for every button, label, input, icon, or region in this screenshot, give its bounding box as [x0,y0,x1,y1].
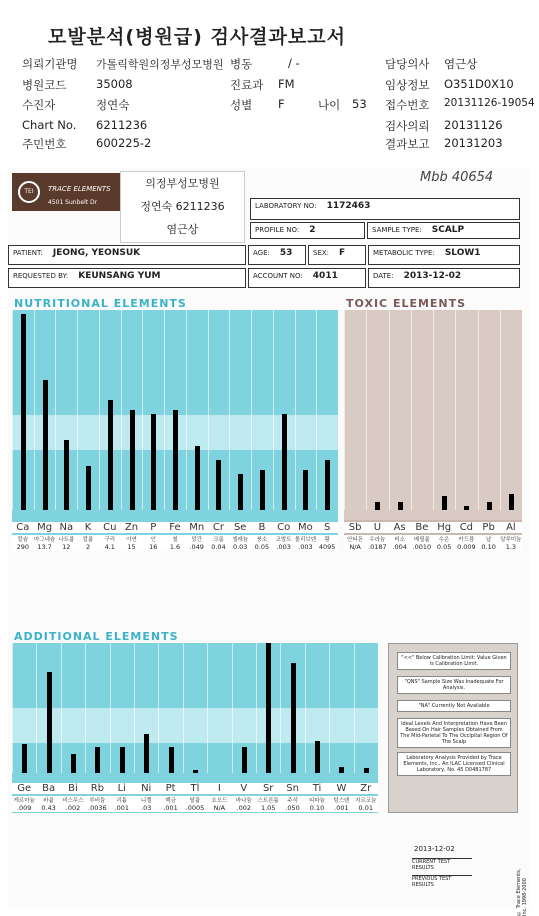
bar-S [325,460,330,510]
note-lab: Laboratory Analysis Provided by Trace Elements, Inc., An ILAC Licensed Clinical Laboratory, No. 45 D0481787 [397,752,511,776]
column-divider [158,643,159,773]
bar-Ca [21,314,26,510]
element-label: As [389,522,411,533]
element-value: .0010 [412,543,432,551]
age-label: 나이 [318,98,341,112]
department-label: 진료과 [230,78,264,92]
element-value: 13.7 [34,543,56,551]
bar-As [398,502,403,510]
element-value: .001 [158,804,182,812]
column-divider [142,310,143,510]
element-value: 1.3 [500,543,522,551]
nutritional-title: NUTRITIONAL ELEMENTS [14,297,187,310]
bar-Tl [193,770,198,773]
element-korean-label: 스트론튬 [257,798,279,804]
element-korean-label: 구리 [99,535,121,543]
element-label: Rb [85,783,109,794]
element-korean-label: 칼륨 [77,535,99,543]
element-korean-label: 요오드 [207,796,231,804]
element-korean-label: 크롬 [208,535,230,543]
bar-Zr [364,768,369,773]
element-label: Mo [295,522,317,533]
bar-Ge [22,744,27,773]
element-korean-label: 텅스텐 [329,796,353,804]
element-label: Bi [61,783,85,794]
column-divider [455,310,456,510]
element-value: .002 [61,804,85,812]
sample-type-label: SAMPLE TYPE: [372,226,422,234]
date-label: DATE: [373,272,394,280]
element-label: Pb [478,522,500,533]
column-divider [85,643,86,773]
element-label: Sr [256,783,280,794]
logo-circle: TEI [18,181,40,203]
element-korean-label: 비스무스 [62,798,84,804]
element-label: Ca [12,522,34,533]
copyright: © Trace Elements, Inc. 1998-2000 [516,868,528,916]
element-label: Ni [134,783,158,794]
chart-no-label: Chart No. [22,118,77,132]
bar-Li [120,747,125,773]
element-korean-label: 탈륨 [183,796,207,804]
sex-box [308,245,366,265]
column-divider [433,310,434,510]
hospital-label [120,171,245,243]
toxic-title: TOXIC ELEMENTS [346,297,467,310]
element-label: Li [110,783,134,794]
bar-V [242,747,247,773]
column-divider [329,643,330,773]
element-korean-label: 황 [316,535,338,543]
column-divider [61,643,62,773]
element-korean-label: 비소 [389,535,411,543]
note-qns: "QNS" Sample Size Was Inadequate For Analysis. [397,676,511,694]
column-divider [183,643,184,773]
element-label: Al [500,522,522,533]
lab-no-label: LABORATORY NO: [255,202,317,210]
element-label: U [366,522,388,533]
element-korean-label: 마그네슘 [33,537,56,543]
account-box [248,268,366,288]
bar-Ni [144,734,149,773]
note-ideal: Ideal Levels And Interpretation Have Been Based On Hair Samples Obtained From The Mid-Parietal To The Occipital Region Of The Scalp [397,718,511,748]
report-sex-value: F [339,248,346,258]
element-korean-label: 우라늄 [366,535,388,543]
element-korean-label: 베릴륨 [411,535,433,543]
element-label: Ti [305,783,329,794]
element-korean-label: 붕소 [251,535,273,543]
column-divider [12,643,13,773]
report-age-value: 53 [279,248,293,258]
note-na: "NA" Currently Not Available [397,700,511,712]
element-value: 0.03 [229,543,251,551]
bar-W [339,767,344,774]
column-divider [207,643,208,773]
department-value: FM [278,77,295,91]
column-divider [251,310,252,510]
age-value: 53 [352,97,367,111]
element-korean-label: 백금 [158,796,182,804]
bar-Pb [487,502,492,510]
metabolic-label: METABOLIC TYPE: [373,249,435,257]
element-label: S [316,522,338,533]
column-divider [36,643,37,773]
bar-Se [238,474,243,510]
bar-Co [282,414,287,510]
lab-no-value: 1172463 [326,201,371,211]
element-value: 0.04 [208,543,230,551]
element-value: .001 [329,804,353,812]
column-divider [316,310,317,510]
profile-value: 2 [309,225,316,235]
requested-by-value: KEUNSANG YUM [78,271,161,281]
element-label: Tl [183,783,207,794]
element-value: N/A [207,804,231,812]
hospital-code-value: 35008 [96,77,133,91]
column-divider [164,310,165,510]
column-divider [77,310,78,510]
institution-value: 가톨릭학원의정부성모병원 [96,58,224,71]
report-date-label: 결과보고 [385,137,430,151]
element-label: Ge [12,783,36,794]
sex-label: 성별 [230,98,253,112]
element-value: 12 [55,543,77,551]
logo-name: TRACE ELEMENTS [48,185,111,193]
bar-Cr [216,460,221,510]
additional-chart [12,643,378,813]
element-korean-label: 루비듐 [85,796,109,804]
receipt-no-label: 접수번호 [385,98,430,112]
report-sex-label: SEX: [313,249,330,257]
element-value: 15 [121,543,143,551]
column-divider [55,310,56,510]
clinical-info-label: 임상정보 [385,78,430,92]
request-date-label: 검사의뢰 [385,119,430,133]
ward-value: / - [288,56,300,70]
element-value: .050 [280,804,304,812]
column-divider [121,310,122,510]
reference-band [12,708,378,743]
element-value: .001 [110,804,134,812]
report-title: 모발분석(병원급) 검사결과보고서 [48,26,346,48]
element-value: N/A [344,543,366,551]
hospital-label-line3: 염근상 [166,223,199,236]
current-results-label: CURRENT TEST RESULTS [412,858,472,871]
toxic-chart [344,310,522,550]
element-value: 1.05 [256,804,280,812]
element-label: Cd [455,522,477,533]
column-divider [344,310,345,510]
element-korean-label: 니켈 [134,796,158,804]
element-label: Be [411,522,433,533]
column-divider [208,310,209,510]
bar-Cd [464,506,469,510]
element-korean-label: 게르마늄 [13,798,35,804]
bar-Rb [95,747,100,773]
doctor-value: 염근상 [444,57,478,71]
nutritional-chart [12,310,338,550]
bar-Mn [195,446,200,510]
element-value: 0.05 [251,543,273,551]
element-korean-label: 티타늄 [305,796,329,804]
element-label: I [207,783,231,794]
hospital-label-line2: 정연숙 6211236 [140,200,225,213]
report-patient-value: JEONG, YEONSUK [52,248,141,258]
age-box [248,245,306,265]
bar-U [375,502,380,510]
element-value: .009 [12,804,36,812]
element-korean-label: 철 [164,535,186,543]
element-label: Mn [186,522,208,533]
metabolic-box [368,245,520,265]
receipt-no-value: 20131126-19054 [444,97,535,109]
element-value: 0.01 [354,804,378,812]
patient-label: 수진자 [22,98,56,112]
element-value: 4.1 [99,543,121,551]
account-value: 4011 [312,271,338,281]
patient-box [8,245,246,265]
element-value: .002 [232,804,256,812]
column-divider [295,310,296,510]
element-korean-label: 납 [478,535,500,543]
bar-Mo [303,470,308,510]
element-label: Na [55,522,77,533]
element-value: .004 [389,543,411,551]
report-age-label: AGE: [253,249,270,257]
institution-label: 의뢰기관명 [22,57,78,71]
column-divider [232,643,233,773]
clinical-info-value: O351D0X10 [444,77,514,91]
hospital-label-line1: 의정부성모병원 [145,177,220,190]
lab-logo [12,173,127,211]
bar-Cu [108,400,113,510]
element-korean-label: 카드뮴 [455,535,477,543]
element-value: .003 [295,543,317,551]
element-korean-label: 바륨 [36,796,60,804]
chart-no-value: 6211236 [96,118,148,132]
element-label: Zn [121,522,143,533]
bar-Ba [47,672,52,773]
element-value: 0.43 [36,804,60,812]
column-divider [354,643,355,773]
lab-no-box [250,198,520,220]
requested-by-box [8,268,246,288]
element-label: Zr [354,783,378,794]
column-divider [12,310,13,510]
ward-label: 병동 [230,57,253,71]
bar-Sn [291,663,296,774]
element-value: 0.05 [433,543,455,551]
resident-no-label: 주민번호 [22,137,67,151]
additional-title: ADDITIONAL ELEMENTS [14,630,179,643]
bar-Mg [43,380,48,510]
report-date-value: 20131203 [444,136,503,150]
bar-Sr [266,643,271,773]
element-label: B [251,522,273,533]
element-value: 16 [142,543,164,551]
request-date-value: 20131126 [444,118,503,132]
bar-Hg [442,496,447,510]
element-korean-label: 칼슘 [12,535,34,543]
date-value: 2013-12-02 [403,271,462,281]
element-label: Sb [344,522,366,533]
element-korean-label: 안티몬 [344,535,366,543]
column-divider [389,310,390,510]
element-label: Pt [158,783,182,794]
column-divider [256,643,257,773]
element-korean-label: 주석 [280,796,304,804]
column-divider [99,310,100,510]
element-korean-label: 나트륨 [55,535,77,543]
column-divider [280,643,281,773]
column-divider [305,643,306,773]
sample-type-box [367,222,520,239]
logo-address: 4501 Sunbelt Dr [48,199,98,206]
element-value: .0036 [85,804,109,812]
patient-value: 정연숙 [96,98,130,112]
profile-box [250,222,365,239]
element-label: Cu [99,522,121,533]
element-label: V [232,783,256,794]
element-value: 0.10 [478,543,500,551]
element-korean-label: 셀레늄 [229,535,251,543]
element-label: Mg [34,522,56,533]
sample-type-value: SCALP [431,225,465,235]
footer-date: 2013-12-02 [414,845,455,853]
column-divider [500,310,501,510]
hospital-code-label: 병원코드 [22,78,67,92]
sex-value: F [278,97,285,111]
element-korean-label: 몰리브덴 [294,537,317,543]
element-value: 290 [12,543,34,551]
resident-no-value: 600225-2 [96,136,152,150]
element-value: 0.009 [457,543,476,551]
element-value: .0005 [183,804,207,812]
element-korean-label: 망간 [186,535,208,543]
bar-Ti [315,741,320,774]
column-divider [478,310,479,510]
bar-Pt [169,747,174,773]
element-value: .049 [186,543,208,551]
element-korean-label: 알루미늄 [500,537,522,543]
doctor-label: 담당의사 [385,57,430,71]
element-korean-label: 인 [142,535,164,543]
element-label: Hg [433,522,455,533]
bar-Bi [71,754,76,774]
element-korean-label: 지르코늄 [355,798,377,804]
element-label: Ba [36,783,60,794]
bar-Zn [130,410,135,510]
element-label: Sn [280,783,304,794]
column-divider [273,310,274,510]
bar-K [86,466,91,510]
note-calibration: "<<" Below Calibration Limit: Value Given Is Calibration Limit. [397,652,511,670]
profile-label: PROFILE NO: [255,226,300,234]
element-value: .03 [134,804,158,812]
element-korean-label: 코발트 [273,535,295,543]
column-divider [186,310,187,510]
element-label: Co [273,522,295,533]
bar-P [151,414,156,510]
element-value: .0187 [368,543,387,551]
column-divider [229,310,230,510]
element-label: W [329,783,353,794]
element-korean-label: 수은 [433,535,455,543]
column-divider [366,310,367,510]
element-label: Se [229,522,251,533]
element-label: K [77,522,99,533]
account-label: ACCOUNT NO: [253,272,303,280]
column-divider [34,310,35,510]
element-korean-label: 아연 [121,535,143,543]
bar-B [260,470,265,510]
date-box [368,268,520,288]
element-value: 4095 [316,543,338,551]
element-korean-label: 리튬 [110,796,134,804]
column-divider [134,643,135,773]
element-korean-label: 바나듐 [232,796,256,804]
bar-Na [64,440,69,510]
element-value: 1.6 [164,543,186,551]
column-divider [411,310,412,510]
bar-Fe [173,410,178,510]
previous-results-label: PREVIOUS TEST RESULTS [412,875,472,888]
handwritten-signature: Mbb 40654 [420,170,494,185]
metabolic-value: SLOW1 [444,248,481,258]
element-label: Fe [164,522,186,533]
element-value: 0.10 [305,804,329,812]
column-divider [110,643,111,773]
element-value: .003 [273,543,295,551]
bar-Al [509,494,514,510]
element-label: P [142,522,164,533]
report-patient-label: PATIENT: [13,249,43,257]
element-label: Cr [208,522,230,533]
notes-panel [388,643,518,813]
element-value: 2 [77,543,99,551]
requested-by-label: REQUESTED BY: [13,272,69,280]
